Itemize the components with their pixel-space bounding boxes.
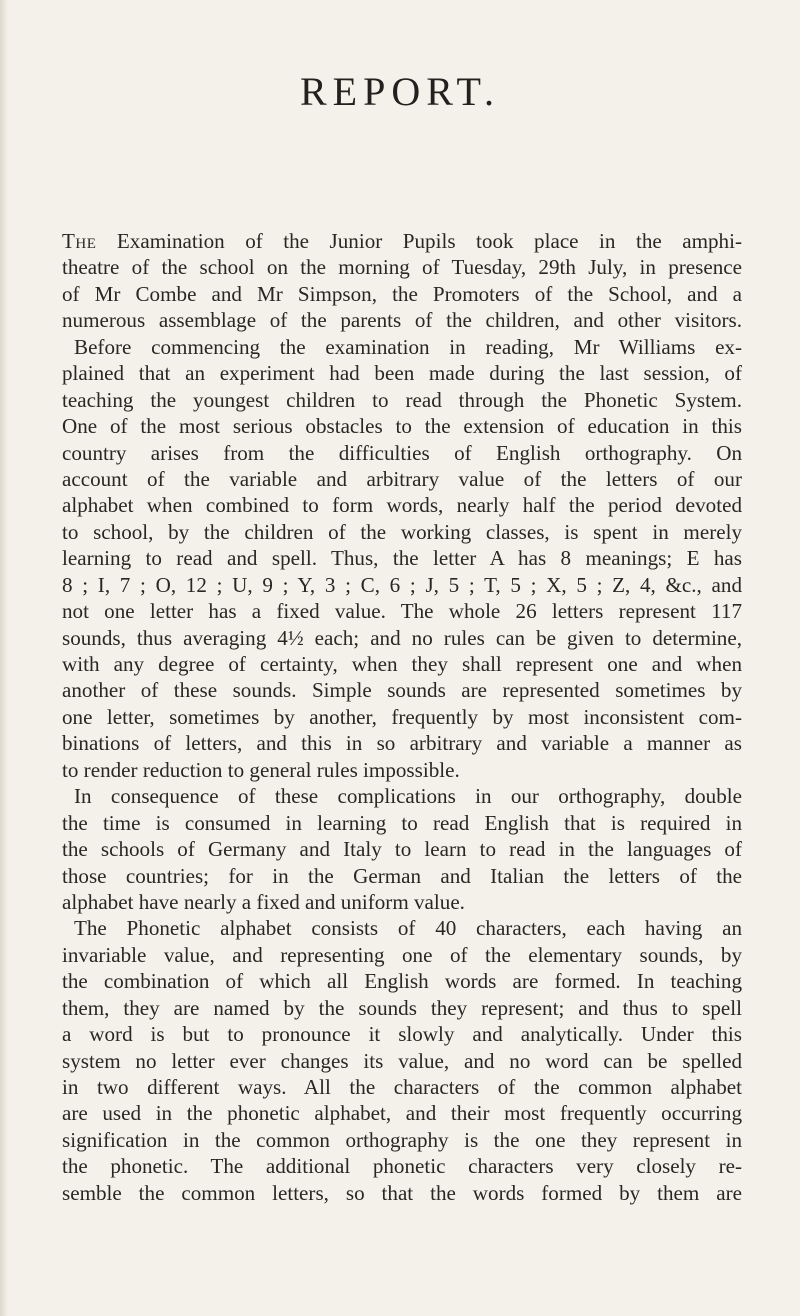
text-line xyxy=(62,625,742,651)
line-text: to school, by the children of the working classes, is spent in merely xyxy=(62,519,742,544)
line-text: country arises from the difficulties of English orthography. On xyxy=(62,440,742,465)
line-text: a word is but to pronounce it slowly and analytically. Under this xyxy=(62,1022,742,1047)
line-text: alphabet when combined to form words, nearly half the period devoted xyxy=(62,493,742,518)
line-text: are used in the phonetic alphabet, and their most frequently occurring xyxy=(62,1101,742,1126)
line-text: The Phonetic alphabet consists of 40 characters, each having an xyxy=(74,916,742,941)
line-text: numerous assemblage of the parents of the children, and other visitors. xyxy=(62,308,742,333)
line-text: teaching the youngest children to read through the Phonetic System. xyxy=(62,387,742,412)
page-edge-shadow xyxy=(0,0,8,1316)
line-text: plained that an experiment had been made during the last session, of xyxy=(62,361,742,386)
line-text: alphabet have nearly a fixed and uniform value. xyxy=(62,889,465,914)
line-text: 8 ; I, 7 ; O, 12 ; U, 9 ; Y, 3 ; C, 6 ; J, 5 ; T, 5 ; X, 5 ; Z, 4, &c., and xyxy=(62,572,742,597)
line-text: account of the variable and arbitrary value of the letters of our xyxy=(62,466,742,491)
line-text: with any degree of certainty, when they shall represent one and when xyxy=(62,652,742,676)
report-body xyxy=(62,228,742,1206)
line-text: One of the most serious obstacles to the extension of education in this xyxy=(62,414,742,439)
text-line xyxy=(62,810,742,836)
page-title: REPORT. xyxy=(300,69,500,114)
line-text: In consequence of these complications in our orthography, double xyxy=(74,784,742,809)
line-text: the combination of which all English words are formed. In teaching xyxy=(62,969,742,994)
text-line xyxy=(62,1180,742,1206)
text-line xyxy=(62,545,742,571)
line-text: system no letter ever changes its value, and no word can be spelled xyxy=(62,1048,742,1073)
line-text: the schools of Germany and Italy to learn to read in the languages of xyxy=(62,837,742,862)
text-line xyxy=(62,1021,742,1047)
text-line xyxy=(62,651,742,677)
text-line xyxy=(62,757,742,783)
line-text: to render reduction to general rules impossible. xyxy=(62,757,460,782)
line-text: the phonetic. The additional phonetic characters very closely re- xyxy=(62,1154,742,1179)
text-line xyxy=(62,466,742,492)
line-text: semble the common letters, so that the words formed by them are xyxy=(62,1180,742,1205)
text-line xyxy=(62,1048,742,1074)
line-text: the time is consumed in learning to read English that is required in xyxy=(62,810,742,835)
line-text: theatre of the school on the morning of Tuesday, 29th July, in presence xyxy=(62,255,742,280)
line-text: in two different ways. All the characters of the common alphabet xyxy=(62,1075,742,1099)
text-line xyxy=(62,677,742,703)
line-text: not one letter has a fixed value. The whole 26 letters represent 117 xyxy=(62,599,742,624)
line-text: of Mr Combe and Mr Simpson, the Promoters of the School, and a xyxy=(62,281,742,306)
text-line xyxy=(62,307,742,333)
text-line xyxy=(62,995,742,1021)
text-line xyxy=(62,440,742,466)
text-line xyxy=(62,519,742,545)
text-line xyxy=(62,1127,742,1153)
text-line xyxy=(62,968,742,994)
text-line xyxy=(62,281,742,307)
line-text: sounds, thus averaging 4½ each; and no rules can be given to determine, xyxy=(62,625,742,650)
text-line xyxy=(62,413,742,439)
text-line xyxy=(62,228,742,254)
text-line xyxy=(62,492,742,518)
text-line xyxy=(62,1153,742,1179)
text-line xyxy=(62,783,742,809)
text-line xyxy=(62,572,742,598)
text-line xyxy=(62,889,742,915)
text-line xyxy=(62,387,742,413)
line-text: those countries; for in the German and Italian the letters of the xyxy=(62,863,742,888)
text-line xyxy=(62,942,742,968)
line-text: signification in the common orthography is the one they represent in xyxy=(62,1127,742,1152)
line-text: Before commencing the examination in reading, Mr Williams ex- xyxy=(74,334,742,359)
line-text: learning to read and spell. Thus, the letter A has 8 meanings; E has xyxy=(62,546,742,571)
text-line xyxy=(62,836,742,862)
text-line xyxy=(62,254,742,280)
lead-word: The xyxy=(62,229,97,253)
line-text: binations of letters, and this in so arbitrary and variable a manner as xyxy=(62,731,742,756)
text-line xyxy=(62,1074,742,1100)
text-line xyxy=(62,1100,742,1126)
text-line xyxy=(62,915,742,941)
line-text: them, they are named by the sounds they represent; and thus to spell xyxy=(62,995,742,1020)
text-line xyxy=(62,704,742,730)
text-line xyxy=(62,598,742,624)
line-text: invariable value, and representing one of the elementary sounds, by xyxy=(62,942,742,967)
line-text: Examination of the Junior Pupils took place in the amphi- xyxy=(96,229,742,253)
line-text: another of these sounds. Simple sounds are represented sometimes by xyxy=(62,678,742,703)
text-line xyxy=(62,863,742,889)
text-line xyxy=(62,360,742,386)
text-line xyxy=(62,334,742,360)
text-line xyxy=(62,730,742,756)
line-text: one letter, sometimes by another, frequently by most inconsistent com- xyxy=(62,704,742,729)
